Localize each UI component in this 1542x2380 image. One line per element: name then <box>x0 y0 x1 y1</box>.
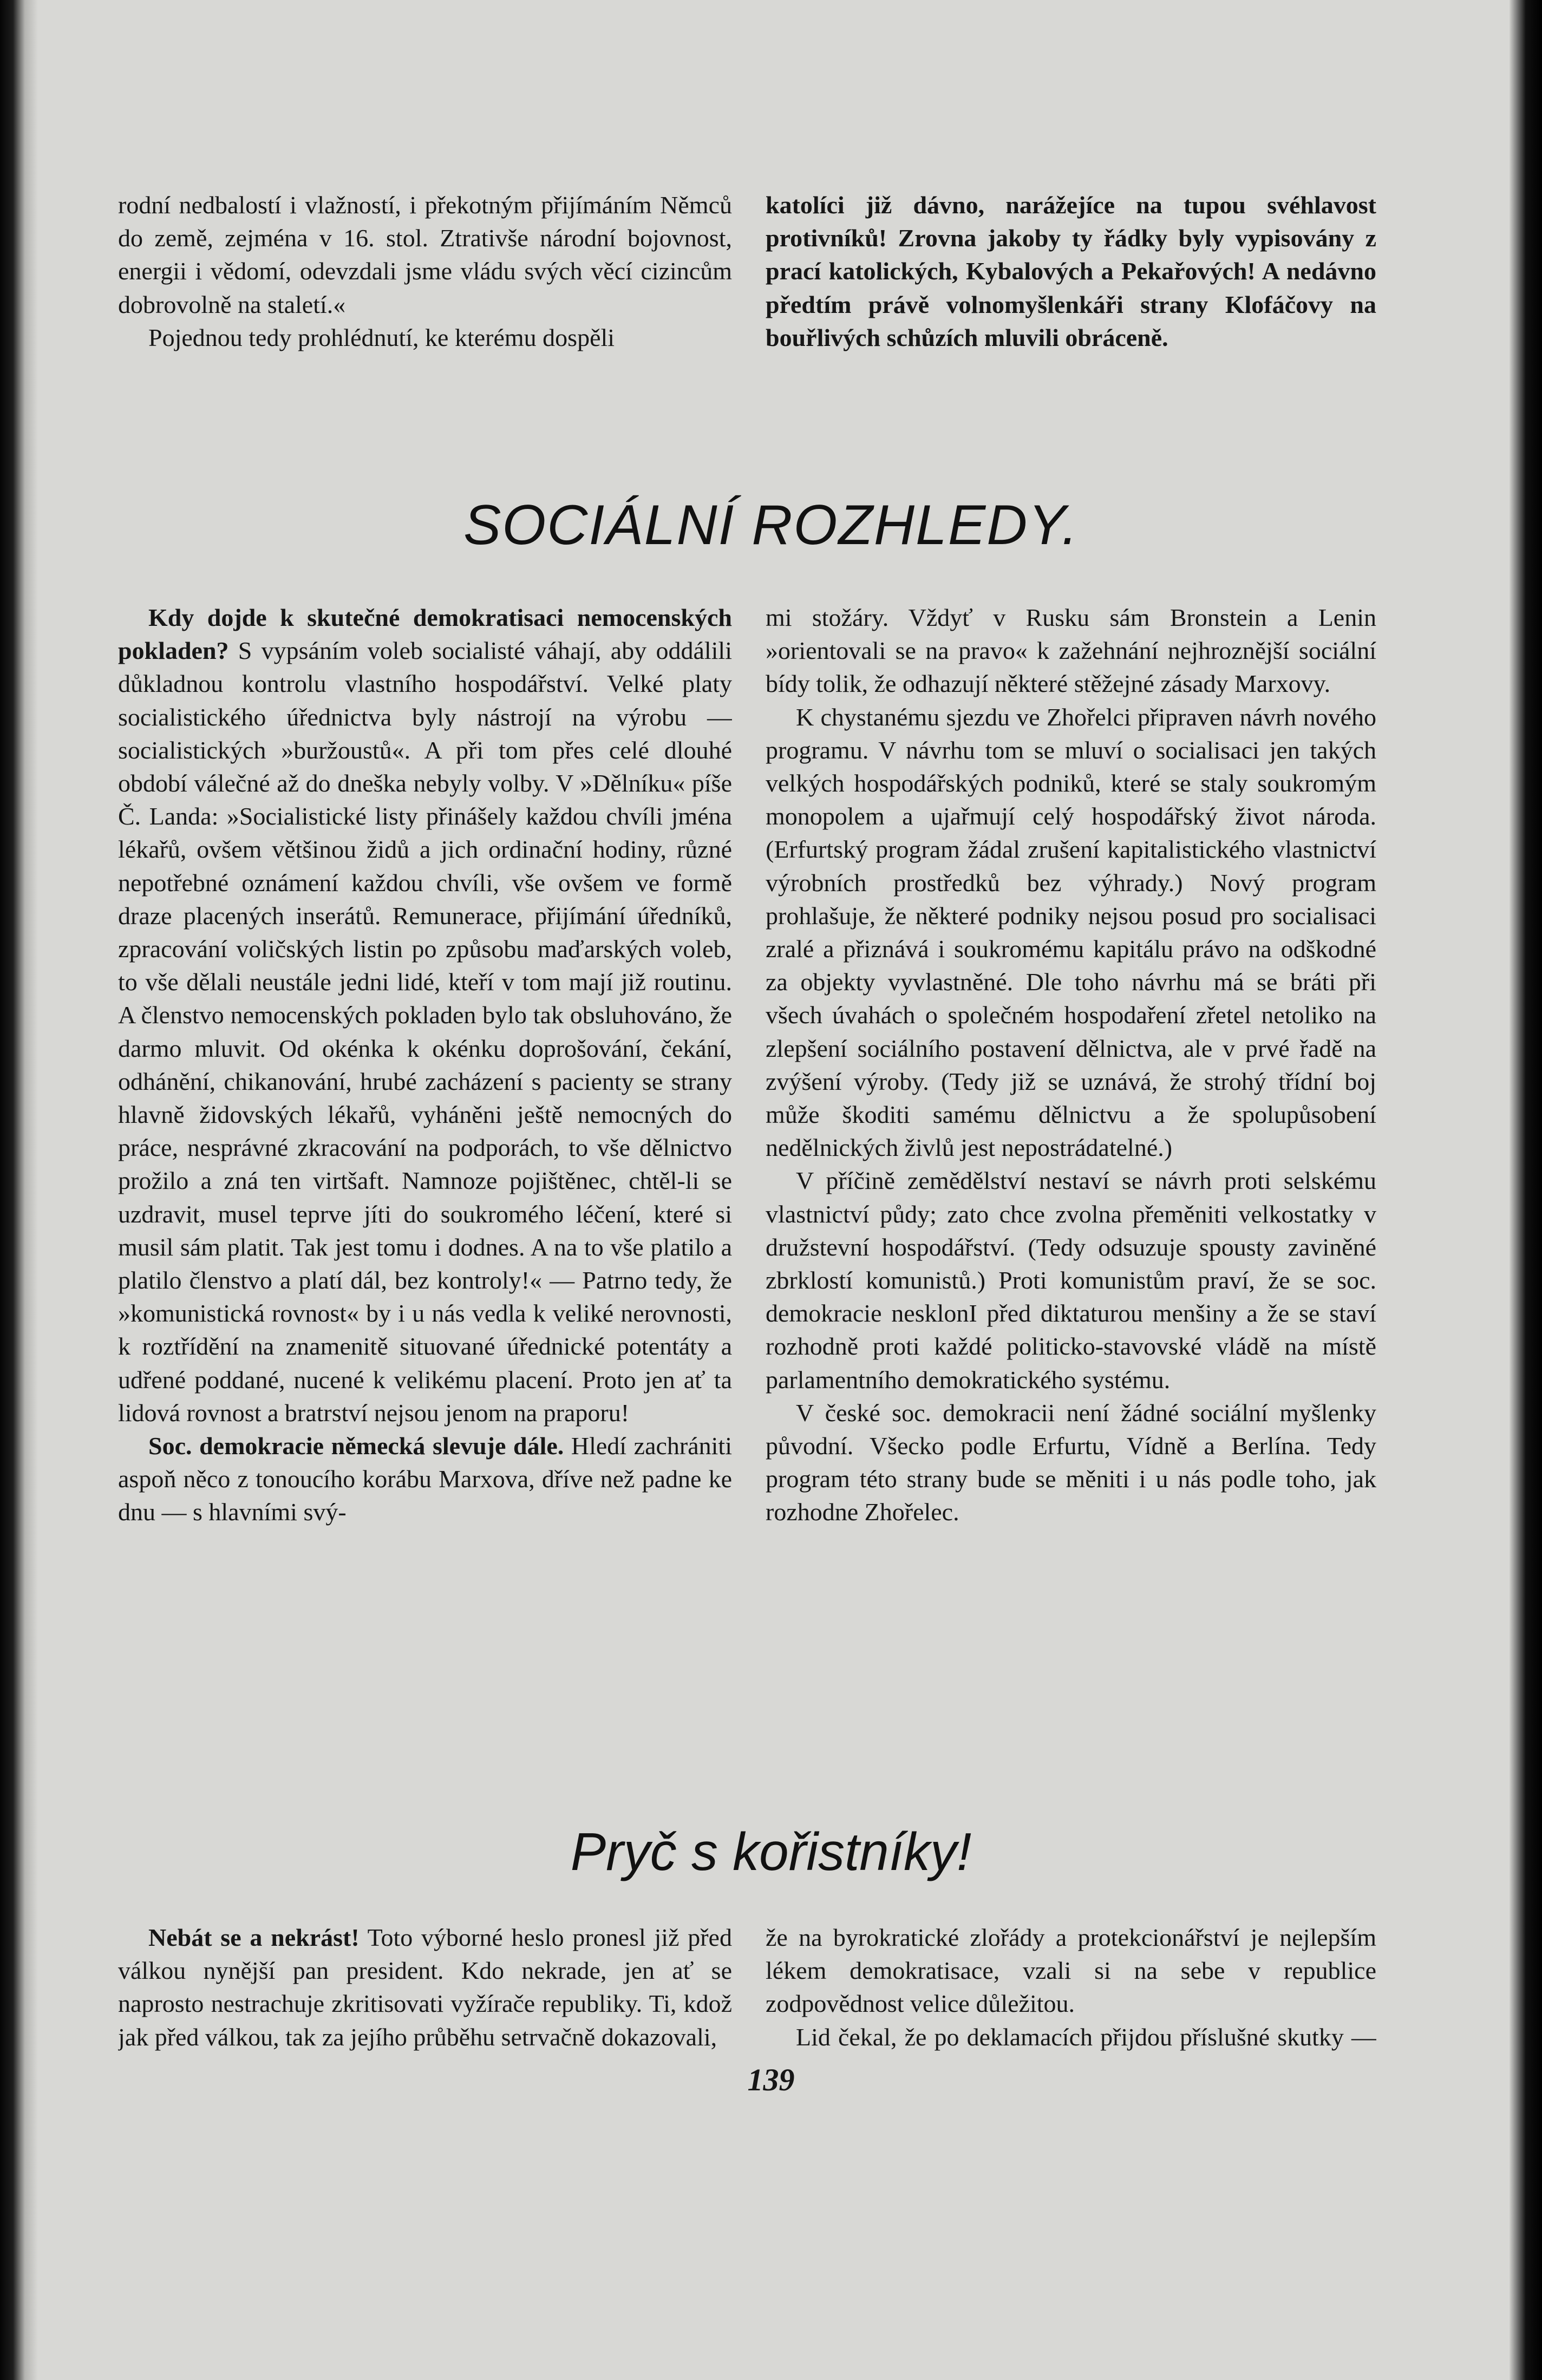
section1-left-lead-2: Soc. demokracie německá slevuje dále. <box>148 1432 564 1460</box>
page-number: 139 <box>747 2062 795 2097</box>
section1-right-paragraph-1: mi stožáry. Vždyť v Rusku sám Bronstein a Lenin »orientovali se na pravo« k zažehnání nejhroznější sociální bídy tolik, že odhazují některé stěžejné zásady Marxovy. <box>766 604 1376 698</box>
section1-left-text-2: Hledí zachrániti aspoň něco z tonoucího korábu Marxova, dříve než padne ke dnu — s hlavními svý- <box>118 1432 732 1526</box>
section2-right-paragraph-2: Lid čekal, že po deklamacích přijdou příslušné skutky — <box>796 2023 1376 2051</box>
top-right-paragraph-1: katolíci již dávno, narážejíce na tupou svéhlavost protivníků! Zrovna jakoby ty řádky byly vypisovány z prací katolických, Kybalových a Pekařových! A nedávno předtím právě volnomyšlenkáři strany Klofáčovy na bouřlivých schůzích mluvili obráceně. <box>766 191 1376 351</box>
section2-left-text-1: Toto výborné heslo pronesl již před válkou nynější pan president. Kdo nekrade, jen ať se naprosto nestrachuje zkritisovati vyžírače republiky. Ti, kdož jak před válkou, tak za jejího průběhu setrvačně dokazovali, <box>118 1924 732 2051</box>
section-title-pryc-s-koristniky: Pryč s kořistníky! <box>570 1822 972 1881</box>
top-left-paragraph-1: rodní nedbalostí i vlažností, i překotným přijímáním Němců do země, zejména v 16. stol. Ztrativše národní bojovnost, energii i vědomí, odevzdali jsme vládu svých věcí cizincům dobrovolně na staletí.« <box>118 191 732 318</box>
section-title-socialni-rozhledy: SOCIÁLNÍ ROZHLEDY. <box>463 494 1079 557</box>
section1-left-column <box>118 601 732 1749</box>
section1-right-paragraph-3: V příčině zemědělství nestaví se návrh proti selskému vlastnictví půdy; zato chce zvolna přeměniti velkostatky v družstevní hospodářství. (Tedy odsuzuje spousty zaviněné zbrklostí komunistů.) Proti komunistům praví, že se soc. demokracie nesklonI před diktaturou menšiny a že se staví rozhodně proti každé politicko-stavovské vládě na místě parlamentního demokratického systému. <box>766 1167 1376 1394</box>
section1-left-paragraph-2 <box>118 1429 732 1529</box>
scan-left-edge <box>0 0 38 2380</box>
scan-right-edge <box>1510 0 1542 2380</box>
section1-left-lead-1: Kdy dojde k skutečné demokratisaci nemocenských pokladen? <box>118 604 732 665</box>
top-right-column <box>766 188 1376 400</box>
section1-right-paragraph-4: V české soc. demokracii není žádné sociální myšlenky původní. Všecko podle Erfurtu, Vídně a Berlína. Tedy program této strany bude se měniti i u nás podle toho, jak rozhodne Zhořelec. <box>766 1398 1376 1526</box>
section1-left-text-1: S vypsáním voleb socialisté váhají, aby oddálili důkladnou kontrolu vlastního hospodářství. Velké platy socialistického úřednictva byly nástrojí na výrobu — socialistických »buržoustů«. A při tom přes celé dlouhé období válečné až do dneška nebyly volby. V »Dělníku« píše Č. Landa: »Socialistické listy přinášely každou chvíli jména lékařů, ovšem většinou židů a jich ordinační hodiny, různé nepotřebné oznámení každou chvíli, vše ovšem ve formě draze placených inserátů. Remunerace, přijímání úředníků, zpracování voličských listin po způsobu maďarských voleb, to vše dělali neustále jedni lidé, kteří v tom mají již routinu. A členstvo nemocenských pokladen bylo tak obsluhováno, že darmo mluvit. Od okénka k okénku doprošování, čekání, odhánění, chikanování, hrubé zacházení s pacienty se strany hlavně židovských lékařů, vyháněni ještě nemocných do práce, nesprávné zkracování na podporách, to vše dělnictvo prožilo a zná ten virtšaft. Namnoze pojištěnec, chtěl-li se uzdravit, musel teprve jíti do soukromého léčení, které si musil sám platit. Tak jest tomu i dodnes. A na to vše platilo a platilo členstvo a platí dál, bez kontroly!« — Patrno tedy, že »komunistická rovnost« by i u nás vedla k veliké nerovnosti, k roztřídění na znamenitě situované úřednické potentáty a udřené poddané, nucené k velikému placení. Proto jen ať ta lidová rovnost a bratrství nejsou jenom na praporu! <box>118 637 732 1427</box>
section2-right-column <box>766 1921 1376 2056</box>
section2-left-lead-1: Nebát se a nekrást! <box>148 1924 360 1951</box>
section2-left-paragraph-1 <box>118 1921 732 2054</box>
section1-left-paragraph-1 <box>118 601 732 1429</box>
section2-right-paragraph-1: že na byrokratické zlořády a protekcionářství je nejlepším lékem demokratisace, vzali si na sebe v republice zodpovědnost velice důležitou. <box>766 1924 1376 2018</box>
top-left-column <box>118 188 732 400</box>
section1-right-column <box>766 601 1376 1749</box>
section1-right-paragraph-2: K chystanému sjezdu ve Zhořelci připraven návrh nového programu. V návrhu tom se mluví o socialisaci jen takých velkých hospodářských podniků, které se staly soukromým monopolem a ujařmují celý hospodářský život národa. (Erfurtský program žádal zrušení kapitalistického vlastnictví výrobních prostředků bez výhrady.) Nový program prohlašuje, že některé podniky nejsou posud pro socialisaci zralé a přiznává i soukromému kapitálu právo na odškodné za objekty vyvlastněné. Dle toho návrhu má se bráti při všech úvahách o společném hospodaření zřetel netoliko na zlepšení sociálního postavení dělnictva, ale v prvé řadě na zvýšení výroby. (Tedy již se uznává, že strohý třídní boj může škoditi samému dělnictvu a že spolupůsobení nedělnických živlů jest nepostrádatelné.) <box>766 703 1376 1162</box>
section2-left-column <box>118 1921 732 2056</box>
top-left-paragraph-2: Pojednou tedy prohlédnutí, ke kterému dospěli <box>148 323 615 351</box>
